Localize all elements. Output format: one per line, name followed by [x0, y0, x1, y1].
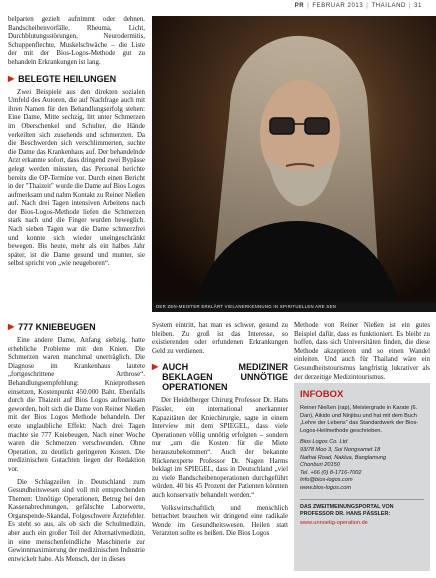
infobox-portal-heading: DAS ZWEITMEINUNGSPORTAL VON PROFESSOR DR. HANS PÄSSLER:	[300, 503, 394, 517]
body-paragraph: Volkswirtschaftlich und menschlich betrachtet brauchen wir dringend eine radikale Wende im Gesundheitswesen. Heilen statt Verarzten sollte es heißen. Die Bios Logos	[152, 504, 288, 538]
body-paragraph: Eine andere Dame, Anfang siebzig, hatte erhebliche Probleme mit den Knien. Die Schmerzen waren manchmal unerträglich. Die Diagnose im Krankenhaus lautete „fortgeschrittene Arthrose“. Behandlungsempfehlung: Knieprothesen einsetzen, Kostenpunkt 450.000 Baht. Ebenfalls durch die Thaizeit auf Bios Logos aufmerksam geworden, holt sich die Dame von Reiner Nießen mit der Bios Logos Methode behandeln. Der erste unglaubliche Effekt: Nach drei Tagen machte sie 777 Kniebeugen. Nach einer Woche waren die Schmerzen verschwunden. Ohne Operation, zu deutlich geringeren Kosten. Die medizinischen Gutachten liegen der Redaktion vor.	[8, 337, 145, 473]
subheading-mediziner	[152, 362, 288, 392]
photo-caption: DER ZEN-MEISTER ERKLÄRT VIELANERKENNUNG IN SPIRITUELLEN ARE SEN	[152, 302, 436, 312]
article-column-1b	[8, 322, 145, 564]
body-paragraph: Methode von Reiner Nießen ist ein gutes Beispiel dafür, dass es funktioniert. Es bleibt zu hoffen, dass sich Universitäten finden, die diese Methode akzeptieren und so einen Wandel einleiten. Und auch für Thailand wäre ein Gesundheitstourismus langfristig lukrativer als der derzeitige Medizintourismus.	[294, 322, 430, 381]
address-line: Nathai Road, Naklua, Banglamung	[300, 454, 387, 461]
article-column-3	[294, 322, 430, 382]
header-edition: THAILAND	[371, 3, 406, 9]
body-paragraph: Die Schlagzeilen in Deutschland zum Gesundheitswesen sind voll mit entsprechenden Themen: Unnötige Operationen, Betrug bei den Kassenabrechnungen, gefälschte Laborwerte, Organspende-Skandal, Folgeschwere Ärztefehler. Es steht so aus, als ob sich die Schulmedizin, aber auch ein großer Teil der Alternativmedizin, in eine menschenfeindliche Maschinerie zur Gewinnmaximierung der medizinischen Industrie entwickelt habe. Als Mensch, der in dieses	[8, 478, 145, 563]
page-number: 31	[414, 3, 422, 9]
address-line: Bios Logos Co. Ltd	[300, 439, 348, 446]
divider	[300, 499, 424, 500]
portrait-photo	[152, 16, 436, 312]
website-link[interactable]: www.bios-logos.com	[300, 484, 351, 491]
intro-paragraph: belparten gezielt aufnimmt oder dehnen. Bandscheibenvorfälle, Rheuma, Licht, Durchblutungsstörungen, Neurodermitis, Schuppenflechte, Muskelschwäche – die Liste der mit der Bios-Logos-Methode gut zu behandeln Erkrankungen ist lang.	[8, 16, 145, 66]
infobox-address	[300, 439, 424, 492]
subheading-text: 777 KNIEBEUGEN	[18, 322, 96, 332]
subheading-belegte-heilungen	[8, 74, 145, 84]
red-triangle-icon: ▶	[8, 73, 15, 83]
infobox-title: INFOBOX	[300, 389, 344, 400]
address-line: 93/78 Moo 3, Soi Nongsamet 18	[300, 446, 381, 453]
address-line: Chonburi 20150	[300, 462, 340, 469]
header-section: PR	[294, 3, 305, 9]
subheading-text: AUCH MEDIZINER BEKLAGEN UNNÖTIGE OPERATIONEN	[162, 362, 288, 393]
portrait-illustration	[152, 16, 436, 312]
red-triangle-icon: ▶	[8, 322, 15, 331]
infobox-text: Reiner Nießen (rap), Meistergrade in Karate (6. Dan), Aikido und Ninjitsu und hat mit dem Buch „Lehre der Lebens“ das Standardwerk der Bios-Logos-Heilmethode geschrieben.	[300, 405, 419, 434]
article-column-1	[8, 16, 145, 269]
subheading-777-kniebeugen	[8, 322, 145, 332]
phone-line: Tel. +66 (0) 8-1716-7002	[300, 469, 362, 476]
red-triangle-icon: ▶	[152, 362, 159, 372]
body-paragraph: Zwei Beispiele aus den direkten sozialen Umfeld des Autoren, die auf Nachfrage auch mit ihren Namen für den Behandlungserfolg stehen: Eine Dame, Mitte sechzig, litt unter Schmerzen im Oberschenkel und Schulter, die Hände verkeilten sich zusehends und schmerzten. Da die Beschwerden sich verschlimmerten, suchte die Dame das Krankenhaus auf. Der behandelnde Arzt erkannte sofort, dass dringend zwei Bypässe gelegt werden müssten, das Personal berichte bereits die OP-Termine vor. Durch einen Bericht in der "Thaizeit" wurde die Dame auf Bios Logos aufmerksam und nahm Kontakt zu Reiner Nießen auf. Nach drei Tagen intensiven Arbeitens nach der Bios-Logos-Methode liefen die Schmerzen stark nach und die Finger wurden beweglich. Nach sieben Tagen war die Dame schmerzfrei und konnte sich wieder uneingeschränkt bewegen. Bis heute, mehr als ein halbes Jahr später, ist die Dame gesund und munter, sie selbst spricht von „wie neugeboren“.	[8, 88, 146, 268]
body-paragraph: System eintritt, hat man es schwer, gesund zu bleiben. Zu groß ist das Interesse, so existierenden oder erfundenen Erkrankungen Geld zu verdienen.	[152, 322, 288, 355]
subheading-text: BELEGTE HEILUNGEN	[18, 73, 117, 84]
header-issue: FEBRUAR 2013	[312, 3, 364, 9]
portal-link[interactable]: www.unnoetig-operation.de	[300, 519, 368, 526]
article-column-2	[152, 322, 288, 539]
email-link[interactable]: Info@bios-logos.com	[300, 477, 353, 484]
body-paragraph: Der Heidelberger Chirurg Professor Dr. Hans Pässler, ein international anerkannter Kapazitäten der Kniechirurgie, sagte in einem Interview mit dem SPIEGEL, dass viele Operationen völlig unnötig erfolgten – sondern nur „um die Kosten für die Miete herauszubekommen“. Auch der bekannte Rückenexperte Professor Dr. Nagen Harms beklagt im SPIEGEL, dass in Deutschland „viel zu viele Bandscheibenoperationen durchgeführt würden. 40 bis 45 Prozent der Patienten könnten auch konservativ behandelt werden.“	[152, 397, 288, 499]
page-header: PR | FEBRUAR 2013 | THAILAND | 31	[294, 3, 422, 9]
infobox	[294, 383, 430, 571]
